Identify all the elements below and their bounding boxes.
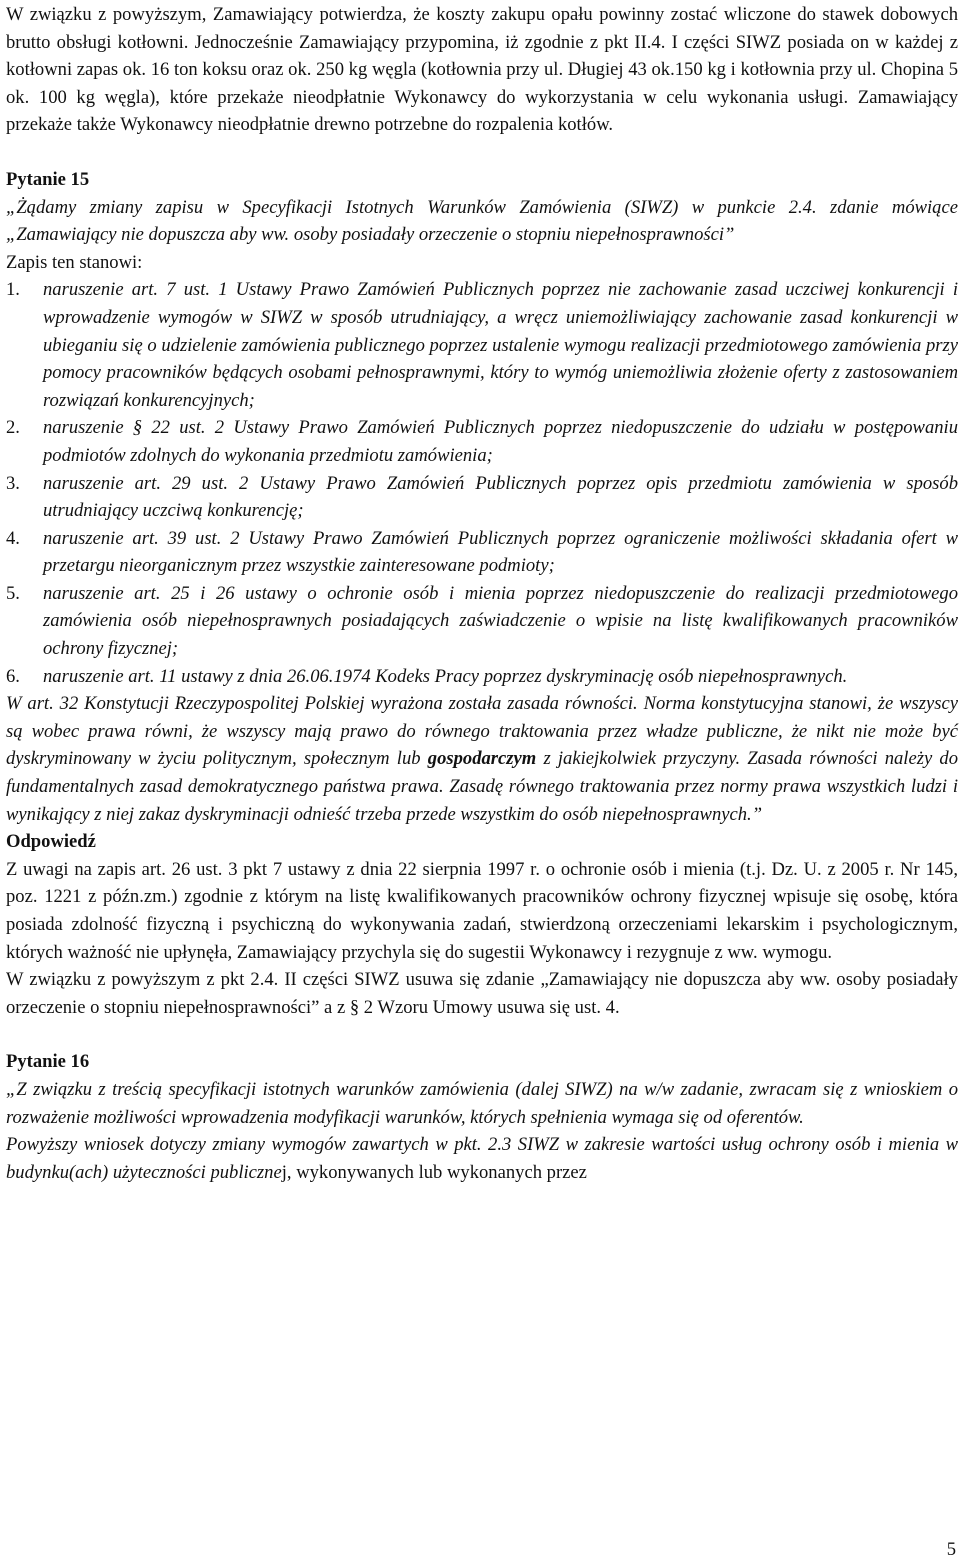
list-item (6, 276, 958, 414)
constitution-paragraph (6, 690, 958, 828)
page-number: 5 (946, 1539, 956, 1560)
list-item (6, 470, 958, 525)
constitution-text-a: W art. 32 Konstytucji Rzeczypospolitej Polskiej wyrażona została zasada równości. Norma konstytucyjna stanowi, że wszyscy są wobec prawa równi, że wszyscy mają prawo do równego traktowania przez władze publiczne, że nikt nie może być dyskryminowany w życiu politycznym, społecznym lub (6, 693, 958, 770)
question-16-paragraph (6, 1131, 958, 1186)
list-item-text: naruszenie art. 25 i 26 ustawy o ochronie osób i mienia poprzez niedopuszczenie do realizacji przedmiotowego zamówienia osób niepełnosprawnych posiadających zaświadczenie o wpisie na listę kwalifikowanych pracowników ochrony fizycznej; (43, 582, 958, 660)
intro-paragraph: W związku z powyższym, Zamawiający potwierdza, że koszty zakupu opału powinny zostać wliczone do stawek dobowych brutto obsługi kotłowni. Jednocześnie Zamawiający przypomina, iż zgodnie z pkt II.4. I części SIWZ posiada on w każdej z kotłowni zapas ok. 16 ton koksu oraz ok. 250 kg węgla (kotłownia przy ul. Długiej 43 ok.150 kg i kotłownia przy ul. Chopina 5 ok. 100 kg węgla), które przekaże nieodpłatnie Wykonawcy do wykorzystania w celu wykonania usługi. Zamawiający przekaże także Wykonawcy nieodpłatnie drewno potrzebne do rozpalenia kotłów. (6, 4, 958, 136)
list-item-text: naruszenie art. 11 ustawy z dnia 26.06.1974 Kodeks Pracy poprzez dyskryminację osób niepełnosprawnych. (43, 665, 848, 687)
question-15-heading: Pytanie 15 (6, 168, 90, 190)
question-16-text-b: j, wykonywanych lub wykonanych przez (281, 1161, 587, 1183)
list-item-text: naruszenie art. 29 ust. 2 Ustawy Prawo Zamówień Publicznych poprzez opis przedmiotu zamówienia w sposób utrudniający uczciwą konkurencję; (43, 472, 958, 522)
violations-list (6, 276, 958, 690)
list-item-number: 2. (6, 417, 20, 439)
question-15-quote: „Żądamy zmiany zapisu w Specyfikacji Istotnych Warunków Zamówienia (SIWZ) w punkcie 2.4. zdanie mówiące „Zamawiający nie dopuszcza aby ww. osoby posiadały orzeczenie o stopniu niepełnosprawności” (6, 196, 958, 246)
question-15-zapis: Zapis ten stanowi: (6, 251, 143, 273)
list-item (6, 525, 958, 580)
constitution-text-b: z jakiejkolwiek przyczyny. Zasada równości należy do fundamentalnych zasad demokratycznego państwa prawa. Zasadę równego traktowania przez normy prawa wszystkich ludzi i wynikający z niej zakaz dyskryminacji odnieść trzeba przede wszystkim do osób niepełnosprawnych.” (6, 748, 958, 825)
question-16-heading: Pytanie 16 (6, 1051, 90, 1073)
question-16-quote: „Z związku z treścią specyfikacji istotnych warunków zamówienia (dalej SIWZ) na w/w zadanie, zwracam się z wnioskiem o rozważenie możliwości wprowadzenia modyfikacji warunków, których spełnienia wymaga się od oferentów. (6, 1078, 958, 1128)
list-item-text: naruszenie art. 7 ust. 1 Ustawy Prawo Zamówień Publicznych poprzez nie zachowanie zasad uczciwej konkurencji i wprowadzenie wymogów w SIWZ w sposób utrudniający, a wręcz uniemożliwiający zachowanie zasad konkurencji w ubieganiu się o udzielenie zamówienia publicznego poprzez ustalenie wymogu realizacji przedmiotowego zamówienia przy pomocy pracowników będących osobami pełnosprawnymi, który to wymóg uniemożliwia złożenie oferty z zastosowaniem rozwiązań konkurencyjnych; (43, 279, 958, 411)
constitution-text-bold: gospodarczym (427, 748, 537, 770)
list-item-text: naruszenie § 22 ust. 2 Ustawy Prawo Zamówień Publicznych poprzez niedopuszczenie do udziału w postępowaniu podmiotów zdolnych do wykonania przedmiotu zamówienia; (43, 417, 958, 466)
answer-heading: Odpowiedź (6, 831, 96, 853)
question-16-text-a: Powyższy wniosek dotyczy zmiany wymogów zawartych w pkt. 2.3 SIWZ w zakresie wartości usług ochrony osób i mienia w budynku(ach) użyteczności publiczne (6, 1134, 958, 1183)
document-page (6, 0, 958, 1186)
list-item (6, 414, 958, 469)
list-item-text: naruszenie art. 39 ust. 2 Ustawy Prawo Zamówień Publicznych poprzez ograniczenie możliwości składania ofert w przetargu nieorganicznym przez wszystkie zainteresowane podmioty; (43, 527, 958, 577)
answer-paragraph-1: Z uwagi na zapis art. 26 ust. 3 pkt 7 ustawy z dnia 22 sierpnia 1997 r. o ochronie osób i mienia (t.j. Dz. U. z 2005 r. Nr 145, poz. 1221 z późn.zm.) zgodnie z którym na listę kwalifikowanych pracowników ochrony fizycznej wpisuje się osobę, która posiada zdolność fizyczną i psychiczną do wykonywania zadań, stwierdzoną orzeczeniami lekarskim i psychologicznym, których ważność nie upłynęła, Zamawiający przychyla się do sugestii Wykonawcy i rezygnuje z ww. wymogu. (6, 858, 958, 963)
spacer (6, 139, 958, 166)
list-item (6, 580, 958, 663)
list-item-number: 6. (6, 665, 20, 687)
list-item-number: 5. (6, 582, 20, 604)
list-item (6, 663, 958, 691)
spacer (6, 1021, 958, 1048)
answer-paragraph-2: W związku z powyższym z pkt 2.4. II części SIWZ usuwa się zdanie „Zamawiający nie dopuszcza aby ww. osoby posiadały orzeczenie o stopniu niepełnosprawności” a z § 2 Wzoru Umowy usuwa się ust. 4. (6, 969, 958, 1018)
list-item-number: 4. (6, 527, 20, 549)
list-item-number: 3. (6, 472, 20, 494)
list-item-number: 1. (6, 279, 20, 301)
